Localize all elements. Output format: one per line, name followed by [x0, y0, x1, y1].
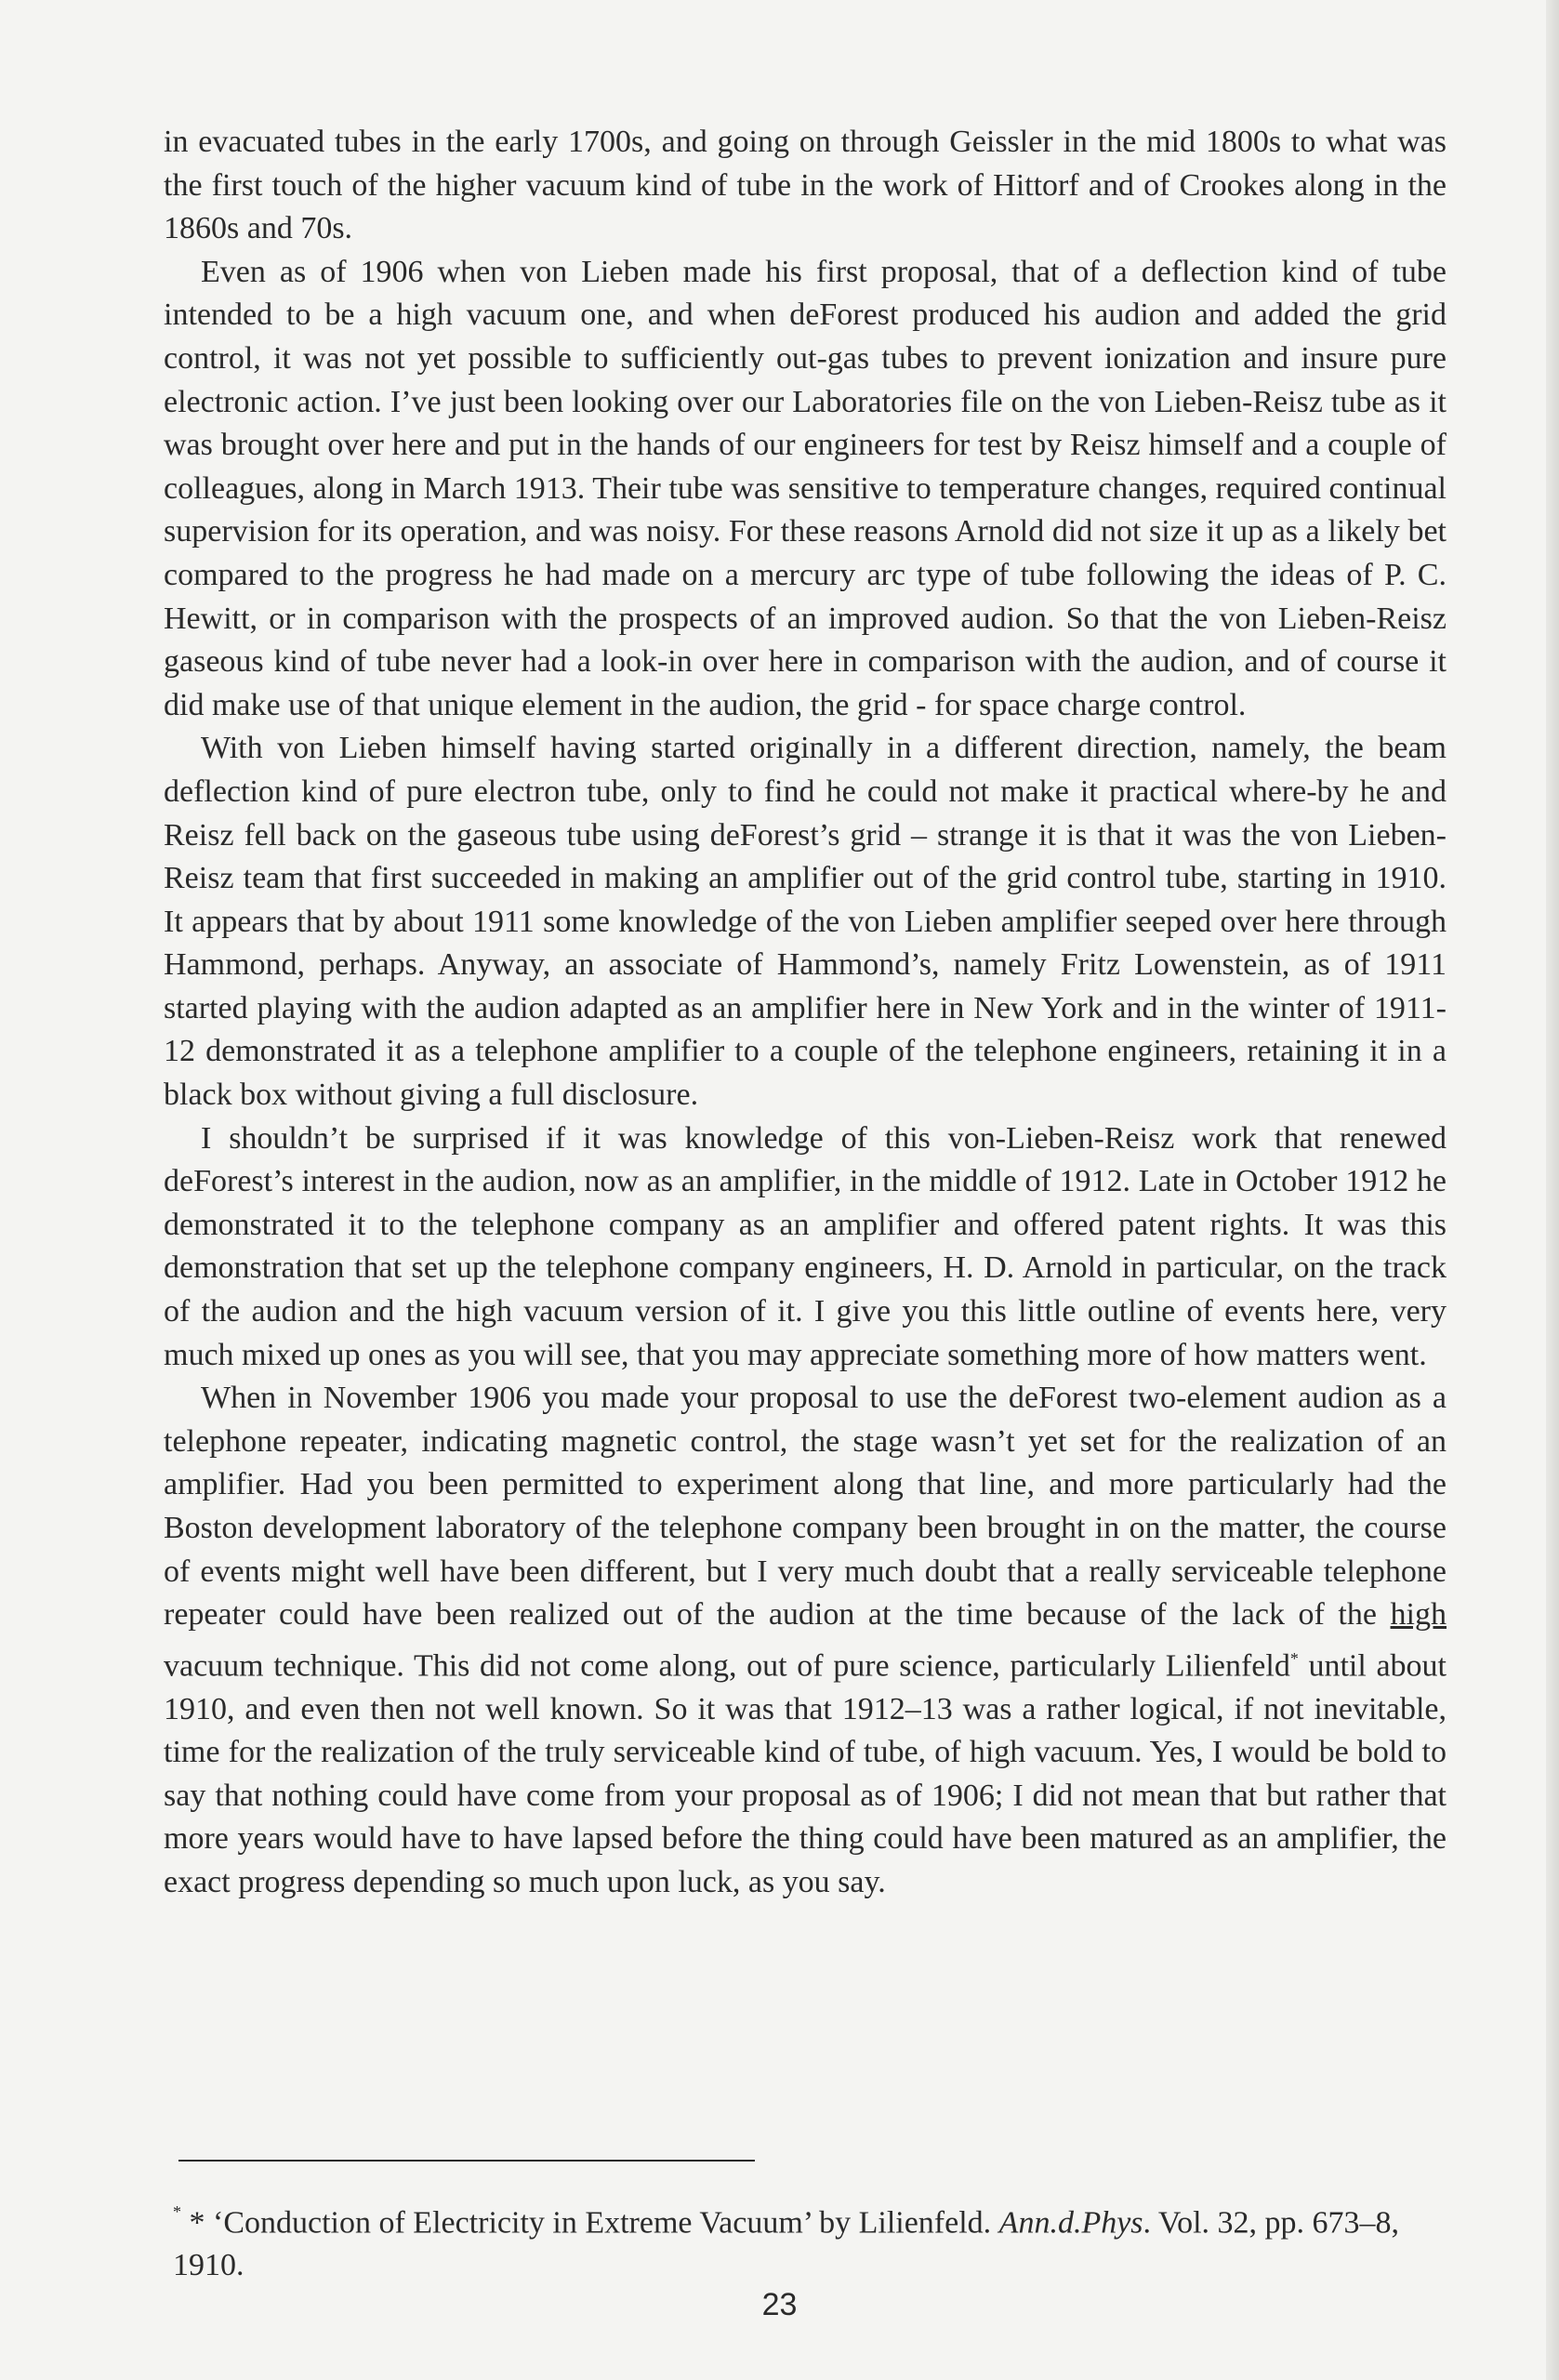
footnote-text-after: . Vol. 32, pp. 673–8, 1910. — [173, 2205, 1400, 2283]
footnote-reference: * — [1289, 1648, 1299, 1668]
body-text — [164, 121, 1447, 1905]
footnote-text-before: * ‘Conduction of Electricity in Extreme Vacuum’ by Lilienfeld. — [181, 2205, 999, 2241]
text-segment: When in November 1906 you made your proposal to use the deForest two-element audion as a telephone repeater, indicating magnetic control, the stage wasn’t yet set for the realization of an amplifier. Had you been permitted to experiment along that line, and more particularly had the Boston development laboratory of the telephone company been brought in on the matter, the course of events might well have been different, but I very much doubt that a really serviceable telephone repeater could have been realized out of the audion at the time because of the lack of the — [164, 1381, 1447, 1633]
text-segment: With von Lieben himself having started originally in a different direction, namely, the beam deflection kind of pure electron tube, only to find he could not make it practical where-by he and Reisz fell back on the gaseous tube using deForest’s grid – strange it is that it was the von Lieben-Reisz team that first succeeded in making an amplifier out of the grid control tube, starting in 1910. It appears that by about 1911 some knowledge of the von Lieben amplifier seeped over here through Hammond, perhaps. Anyway, an associate of Hammond’s, namely Fritz Lowenstein, as of 1911 started playing with the audion adapted as an amplifier here in New York and in the winter of 1911-12 demonstrated it as a telephone amplifier to a couple of the telephone engineers, retaining it in a black box without giving a full disclosure. — [164, 731, 1447, 1113]
text-segment: until about 1910, and even then not well known. So it was that 1912–13 was a rather logical, if not inevitable, time for the realization of the truly serviceable kind of tube, of high vacuum. Yes, I would be bold to say that nothing could have come from your proposal as of 1906; I did not mean that but rather that more years would have to have lapsed before the thing could have been matured as an amplifier, the exact progress depending so much upon luck, as you say. — [164, 1648, 1447, 1900]
page-number: 23 — [761, 2287, 798, 2322]
footnote-journal: Ann.d.Phys — [998, 2205, 1143, 2241]
text-segment: in evacuated tubes in the early 1700s, and going on through Geissler in the mid 1800s to what was the first touch of the higher vacuum kind of tube in the work of Hittorf and of Crookes along in the 1860s and 70s. — [164, 125, 1447, 246]
paragraph — [164, 1377, 1447, 1904]
paragraph — [164, 251, 1447, 728]
paragraph — [164, 121, 1447, 251]
text-segment: I shouldn’t be surprised if it was knowledge of this von-Lieben-Reisz work that renewed deForest’s interest in the audion, now as an amplifier, in the middle of 1912. Late in October 1912 he demonstrated it to the telephone company as an amplifier and offered patent rights. It was this demonstration that set up the telephone company engineers, H. D. Arnold in particular, on the track of the audion and the high vacuum version of it. I give you this little outline of events here, very much mixed up ones as you will see, that you may appreciate something more of how matters went. — [164, 1120, 1447, 1372]
text-segment: vacuum technique. This did not come along, out of pure science, particularly Lilienfeld — [164, 1648, 1290, 1684]
underlined-word: high — [1390, 1597, 1447, 1633]
paragraph — [164, 1117, 1447, 1378]
footnote-mark: * — [173, 2202, 181, 2221]
paragraph — [164, 727, 1447, 1117]
text-segment: Even as of 1906 when von Lieben made his first proposal, that of a deflection kind of tube intended to be a high vacuum one, and when deForest produced his audion and added the grid control, it was not yet possible to sufficiently out-gas tubes to prevent ionization and insure pure electronic action. I’ve just been looking over our Laboratories file on the von Lieben-Reisz tube as it was brought over here and put in the hands of our engineers for test by Reisz himself and a couple of colleagues, along in March 1913. Their tube was sensitive to temperature changes, required continual supervision for its operation, and was noisy. For these reasons Arnold did not size it up as a likely bet compared to the progress he had made on a mercury arc type of tube following the ideas of P. C. Hewitt, or in comparison with the prospects of an improved audion. So that the von Lieben-Reisz gaseous kind of tube never had a look-in over here in comparison with the audion, and of course it did make use of that unique element in the audion, the grid - for space charge control. — [164, 254, 1447, 722]
footnote — [173, 2194, 1447, 2287]
page-edge-shadow — [1546, 0, 1559, 2380]
footnote-rule — [178, 2160, 755, 2162]
